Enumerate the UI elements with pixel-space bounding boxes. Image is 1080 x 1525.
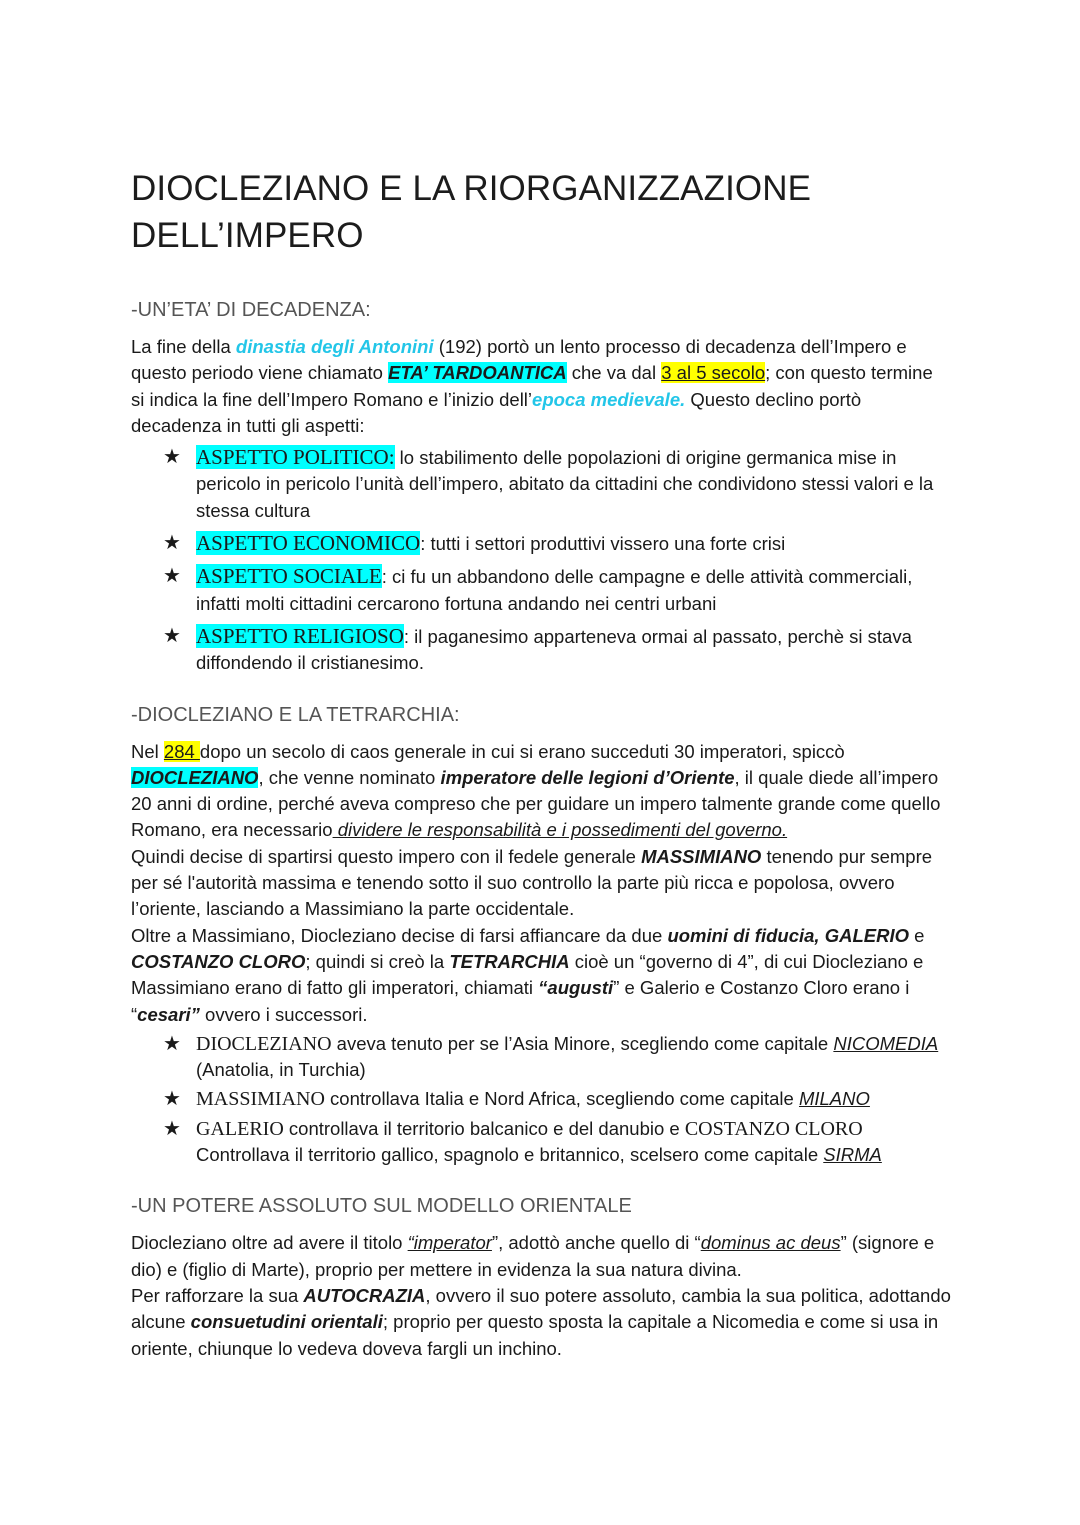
text: controllava il territorio balcanico e del danubio e xyxy=(283,1117,685,1139)
term-diocleziano: DIOCLEZIANO xyxy=(131,766,259,788)
text: Nel xyxy=(131,740,164,762)
text: , ovvero il suo potere assoluto, cambia la sua politica, adottando alcune xyxy=(131,1284,951,1333)
page-title xyxy=(131,165,951,259)
text: Quindi decise di spartirsi questo impero con il fedele generale xyxy=(131,845,642,867)
capital-nicomedia: NICOMEDIA xyxy=(833,1032,939,1054)
paragraph-titolo xyxy=(131,1230,951,1283)
text: , il quale diede all’impero 20 anni di ordine, perché aveva compreso che per guidare un impero talmente grande come quello Romano, era necessario xyxy=(131,766,941,841)
text: cioè un “governo di 4”, di cui Diocleziano e Massimiano erano di fatto gli imperatori, chiamati xyxy=(131,950,924,999)
paragraph-tetrarchia xyxy=(131,923,951,1028)
text: tenendo pur sempre per sé l'autorità massima e tenendo sotto il suo controllo la parte più ricca e popolosa, ovvero l’oriente, lasciando a Massimiano la parte occidentale. xyxy=(131,845,933,920)
aspect-label: ASPETTO ECONOMICO xyxy=(196,531,421,556)
star-icon: ★ xyxy=(163,565,181,588)
text: ”, adottò anche quello di “ xyxy=(491,1232,701,1254)
tetrarch-name: DIOCLEZIANO xyxy=(196,1032,332,1055)
list-item xyxy=(131,1116,951,1169)
capital-milano: MILANO xyxy=(798,1088,870,1110)
section-heading-decadenza: -UN’ETA’ DI DECADENZA: xyxy=(131,299,371,321)
term-eta-tardoantica: ETA’ TARDOANTICA xyxy=(388,362,567,384)
aspect-text: : ci fu un abbandono delle campagne e delle attività commerciali, infatti molti cittadini cercarono fortuna andando nei centri urbani xyxy=(196,566,913,614)
term-284: 284 xyxy=(163,740,200,762)
term-dinastia-antonini: dinastia degli Antonini xyxy=(235,336,434,357)
title-line-1: DIOCLEZIANO E LA RIORGANIZZAZIONE xyxy=(131,169,812,208)
term-imperator: “imperator xyxy=(407,1232,492,1254)
list-item xyxy=(131,563,951,617)
text: ; con questo termine si indica la fine dell’Impero Romano e l’inizio dell’ xyxy=(131,362,933,410)
paragraph-massimiano xyxy=(131,844,951,923)
star-icon: ★ xyxy=(163,624,181,647)
aspect-label: ASPETTO POLITICO: xyxy=(196,445,395,470)
paragraph-decadenza xyxy=(131,334,951,439)
title-line-2: DELL’IMPERO xyxy=(131,216,364,255)
list-item xyxy=(131,530,951,557)
tetrarch-name: GALERIO xyxy=(196,1117,284,1140)
aspect-label: ASPETTO RELIGIOSO xyxy=(196,623,404,648)
text: ” (signore e dio) e (figlio di Marte), proprio per mettere in evidenza la sua natura divina. xyxy=(131,1232,935,1280)
list-item xyxy=(131,1086,951,1112)
term-tetrarchia: TETRARCHIA xyxy=(449,950,570,972)
aspect-text: : tutti i settori produttivi vissero una forte crisi xyxy=(420,533,786,555)
text: , che venne nominato xyxy=(258,766,441,788)
list-item xyxy=(131,444,951,524)
paragraph-diocleziano xyxy=(131,739,951,844)
term-consuetudini-orientali: consuetudini orientali xyxy=(190,1311,383,1333)
term-uomini-fiducia: uomini di fiducia, xyxy=(667,924,820,946)
paragraph-autocrazia xyxy=(131,1283,951,1362)
star-icon: ★ xyxy=(163,1117,181,1140)
aspects-list xyxy=(131,444,951,676)
text: (Anatolia, in Turchia) xyxy=(196,1059,366,1081)
aspect-text: lo stabilimento delle popolazioni di origine germanica mise in pericolo in pericolo l’unità dell’impero, abitato da cittadini che condividono stessi valori e la stessa cultura xyxy=(196,447,934,521)
text: ; quindi si creò la xyxy=(305,950,450,972)
text: Controllava il territorio gallico, spagnolo e britannico, scelsero come capitale xyxy=(196,1144,824,1166)
star-icon: ★ xyxy=(163,532,181,555)
text: Per rafforzare la sua xyxy=(131,1284,304,1306)
text: e xyxy=(908,924,925,946)
document-content xyxy=(131,165,951,1362)
term-imperatore-legioni: imperatore delle legioni d’Oriente xyxy=(440,766,735,788)
text: aveva tenuto per se l’Asia Minore, scegliendo come capitale xyxy=(331,1032,834,1054)
term-autocrazia: AUTOCRAZIA xyxy=(303,1284,426,1306)
text: controllava Italia e Nord Africa, scegliendo come capitale xyxy=(324,1088,799,1110)
star-icon: ★ xyxy=(163,446,181,469)
list-item xyxy=(131,623,951,677)
term-massimiano: MASSIMIANO xyxy=(641,845,762,867)
term-epoca-medievale: epoca medievale. xyxy=(532,388,686,410)
text: ovvero i successori. xyxy=(199,1003,368,1025)
text: dopo un secolo di caos generale in cui si erano succeduti 30 imperatori, spiccò xyxy=(199,740,845,762)
text: ; proprio per questo sposta la capitale a Nicomedia e come si usa in oriente, chiunque lo vedeva doveva fargli un inchino. xyxy=(131,1311,939,1359)
star-icon: ★ xyxy=(163,1032,181,1055)
capital-sirma: SIRMA xyxy=(823,1144,882,1166)
star-icon: ★ xyxy=(163,1088,181,1111)
text: Oltre a Massimiano, Diocleziano decise di farsi affiancare da due xyxy=(131,924,668,946)
term-dominus-ac-deus: dominus ac deus xyxy=(700,1232,841,1254)
term-costanzo-cloro: COSTANZO CLORO xyxy=(131,950,306,972)
text: Diocleziano oltre ad avere il titolo xyxy=(131,1232,408,1254)
term-dividere: dividere le responsabilità e i possedimenti del governo. xyxy=(332,819,788,841)
text: ” e Galerio e Costanzo Cloro erano i “ xyxy=(131,977,910,1025)
section-heading-potere-assoluto: -UN POTERE ASSOLUTO SUL MODELLO ORIENTALE xyxy=(131,1195,632,1218)
term-galerio: GALERIO xyxy=(824,924,909,946)
aspect-text: : il paganesimo apparteneva ormai al passato, perchè si stava diffondendo il cristianesimo. xyxy=(196,625,912,674)
text: La fine della xyxy=(131,336,236,357)
tetrarch-name: COSTANZO CLORO xyxy=(684,1117,863,1140)
tetrarch-name: MASSIMIANO xyxy=(196,1088,325,1111)
term-augusti: “augusti xyxy=(538,977,614,999)
term-secoli: 3 al 5 secolo xyxy=(661,362,766,384)
list-item xyxy=(131,1031,951,1084)
text: Questo declino portò decadenza in tutti gli aspetti: xyxy=(131,388,862,436)
text: che va dal xyxy=(566,362,662,384)
text: (192) portò un lento processo di decadenza dell’Impero e questo periodo viene chiamato xyxy=(131,336,907,384)
tetrarchs-list xyxy=(131,1031,951,1168)
aspect-label: ASPETTO SOCIALE xyxy=(196,564,382,589)
term-cesari: cesari” xyxy=(137,1003,200,1025)
section-heading-tetrarchia: -DIOCLEZIANO E LA TETRARCHIA: xyxy=(131,703,460,726)
